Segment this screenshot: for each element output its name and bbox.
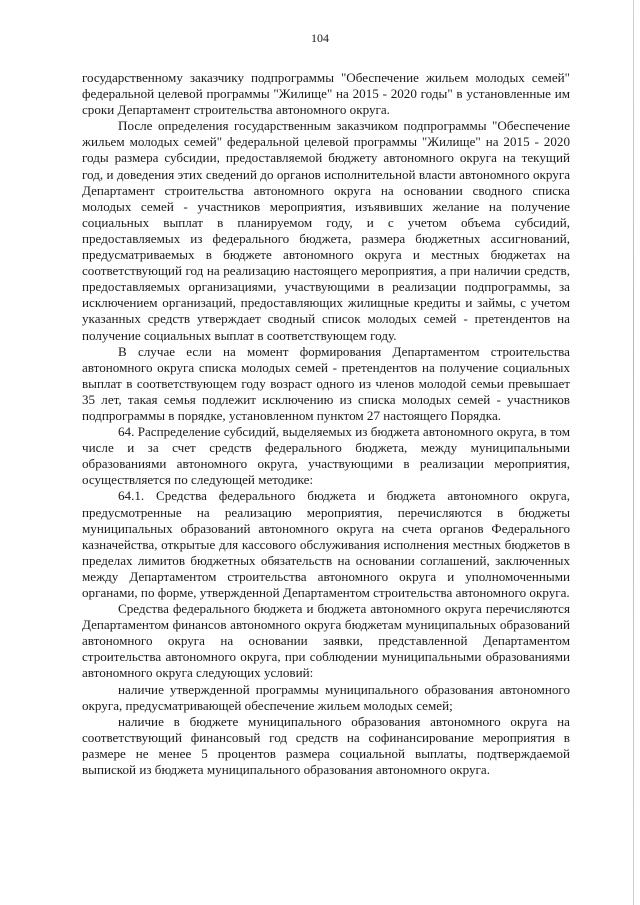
condition-item: наличие утвержденной программы муниципального образования автономного округа, предусматривающей обеспечение жильем молодых семей;: [82, 681, 570, 713]
paragraph: После определения государственным заказчиком подпрограммы "Обеспечение жильем молодых семей" федеральной целевой программы "Жилище" на 2015 - 2020 годы размера субсидии, предоставляемой бюджету автономного округа на текущий год, и доведения этих сведений до органов исполнительной власти автономного округа Департамент строительства автономного округа на основании сводного списка молодых семей - участников мероприятия, изъявивших желание на получение социальных выплат в планируемом году, и с учетом объема субсидий, предоставляемых из федерального бюджета, размера бюджетных ассигнований, предусматриваемых в бюджете автономного округа и местных бюджетах на соответствующий год на реализацию настоящего мероприятия, а при наличии средств, предоставляемых организациями, участвующими в реализации подпрограммы, за исключением организаций, предоставляющих жилищные кредиты и займы, с учетом указанных средств утверждает сводный список молодых семей - претендентов на получение социальных выплат в соответствующем году.: [82, 118, 570, 343]
condition-item: наличие в бюджете муниципального образования автономного округа на соответствующий финансовый год средств на софинансирование мероприятия в размере не менее 5 процентов размера социальной выплаты, подтверждаемой выпиской из бюджета муниципального образования автономного округа.: [82, 713, 570, 778]
paragraph: государственному заказчику подпрограммы "Обеспечение жильем молодых семей" федеральной целевой программы "Жилище" на 2015 - 2020 годы" в установленные им сроки Департамент строительства автономного округа.: [82, 70, 570, 118]
paragraph: В случае если на момент формирования Департаментом строительства автономного округа списка молодых семей - претендентов на получение социальных выплат в соответствующем году возраст одного из членов молодой семьи превышает 35 лет, такая семья подлежит исключению из списка молодых семей - участников подпрограммы в порядке, установленном пунктом 27 настоящего Порядка.: [82, 343, 570, 423]
page-edge-shadow: [633, 0, 634, 905]
paragraph: Средства федерального бюджета и бюджета автономного округа перечисляются Департаментом финансов автономного округа бюджетам муниципальных образований автономного округа на основании заявки, представленной Департаментом строительства автономного округа, при соблюдении муниципальными образованиями автономного округа следующих условий:: [82, 601, 570, 681]
page-number: 104: [311, 31, 329, 45]
paragraph-clause-64: 64. Распределение субсидий, выделяемых из бюджета автономного округа, в том числе и за счет средств федерального бюджета, между муниципальными образованиями автономного округа, участвующими в реализации мероприятия, осуществляется по следующей методике:: [82, 424, 570, 488]
paragraph-clause-64-1: 64.1. Средства федерального бюджета и бюджета автономного округа, предусмотренные на реализацию мероприятия, перечисляются в бюджеты муниципальных образований автономного округа на счета органов Федерального казначейства, открытые для кассового обслуживания исполнения местных бюджетов в пределах лимитов бюджетных обязательств на основании соглашений, заключенных между Департаментом строительства автономного округа и уполномоченными органами, по форме, утвержденной Департаментом строительства автономного округа.: [82, 488, 570, 600]
document-body: [82, 70, 570, 778]
